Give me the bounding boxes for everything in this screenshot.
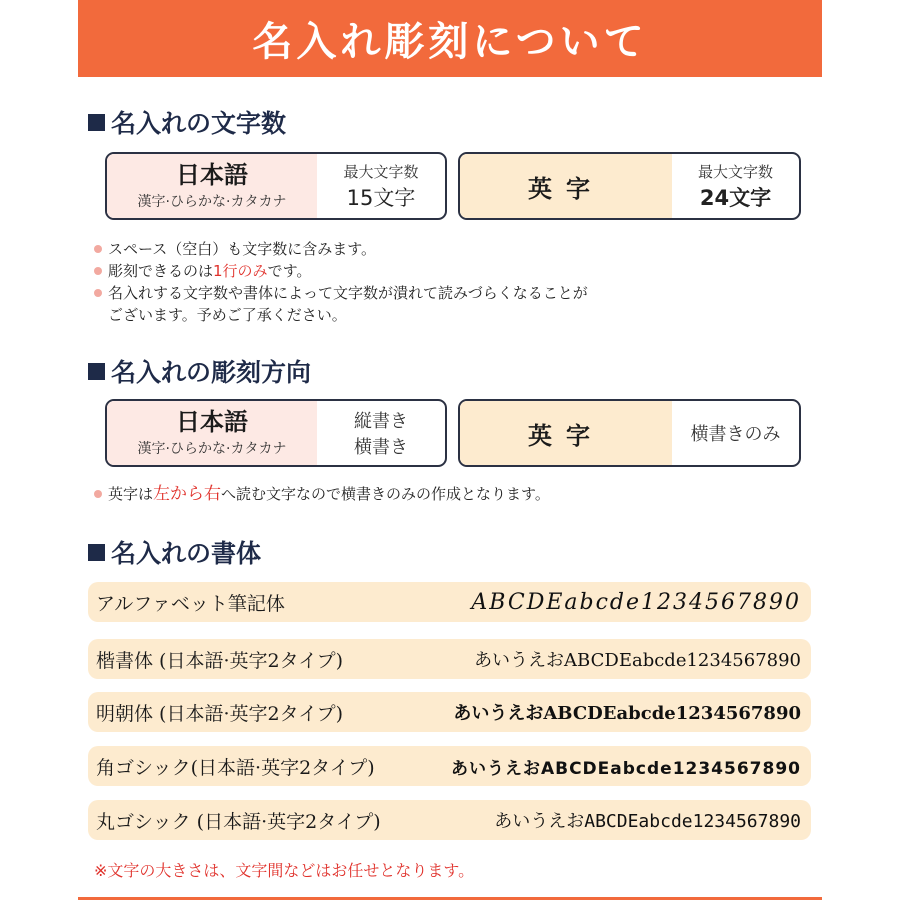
count-notes <box>94 238 588 326</box>
max-count-value: 24文字 <box>699 185 772 210</box>
horizontal-only-option: 横書きのみ <box>690 424 781 445</box>
font-sample: あいうえおABCDEabcde1234567890 <box>474 650 801 671</box>
note-highlight: 左から右 <box>153 484 222 504</box>
max-count-label: 最大文字数 <box>343 162 419 181</box>
japanese-title: 日本語 <box>176 161 248 189</box>
font-sample: あいうえおABCDEabcde1234567890 <box>494 811 801 832</box>
heading-text: 名入れの文字数 <box>111 109 287 138</box>
font-row-cursive <box>88 582 811 622</box>
note-text: 英字は <box>108 485 154 503</box>
japanese-label-box <box>107 154 317 218</box>
english-direction-box <box>672 401 799 465</box>
title-banner <box>78 0 822 77</box>
max-count-label: 最大文字数 <box>697 162 773 181</box>
note-text: です。 <box>267 262 312 280</box>
note-highlight: 1行のみ <box>213 262 268 280</box>
japanese-direction-card <box>105 399 447 467</box>
bullet-dot-icon <box>94 289 102 297</box>
note-item <box>94 282 588 304</box>
english-count-card <box>458 152 801 220</box>
japanese-count-card <box>105 152 447 220</box>
page-title: 名入れ彫刻について <box>252 18 648 65</box>
note-text: スペース（空白）も文字数に含みます。 <box>108 240 377 258</box>
font-row-kaisho <box>88 639 811 679</box>
note-item-continued: ございます。予めご了承ください。 <box>108 306 347 324</box>
font-row-maru-gothic <box>88 800 811 840</box>
english-title: 英字 <box>460 401 672 465</box>
japanese-subtitle: 漢字·ひらかな·カタカナ <box>137 194 287 210</box>
note-text: 名入れする文字数や書体によって文字数が潰れて読みづらくなることが <box>108 284 588 302</box>
square-bullet-icon <box>88 544 105 561</box>
horizontal-option: 横書き <box>354 437 408 458</box>
font-label: 丸ゴシック (日本語·英字2タイプ) <box>96 810 381 833</box>
bullet-dot-icon <box>94 490 102 498</box>
disclaimer-note: ※文字の大きさは、文字間などはお任せとなります。 <box>94 861 475 880</box>
note-text: 彫刻できるのは <box>108 262 214 280</box>
heading-text: 名入れの彫刻方向 <box>111 358 312 387</box>
japanese-title: 日本語 <box>176 408 248 436</box>
bullet-dot-icon <box>94 245 102 253</box>
english-count-value-box <box>672 154 799 218</box>
heading-text: 名入れの書体 <box>111 539 262 568</box>
section-heading-fonts <box>88 534 261 570</box>
english-title: 英字 <box>460 154 672 218</box>
section-heading-direction <box>88 353 311 389</box>
english-direction-card <box>458 399 801 467</box>
japanese-count-value-box <box>317 154 445 218</box>
font-label: 角ゴシック(日本語·英字2タイプ) <box>96 756 375 779</box>
square-bullet-icon <box>88 114 105 131</box>
square-bullet-icon <box>88 363 105 380</box>
section-heading-count <box>88 104 286 140</box>
japanese-subtitle: 漢字·ひらかな·カタカナ <box>137 441 287 457</box>
font-row-mincho <box>88 692 811 732</box>
font-label: 楷書体 (日本語·英字2タイプ) <box>96 649 344 672</box>
note-item <box>94 238 588 260</box>
bullet-dot-icon <box>94 267 102 275</box>
direction-options-box <box>317 401 445 465</box>
font-sample: ABCDEabcde1234567890 <box>471 589 801 615</box>
font-label: 明朝体 (日本語·英字2タイプ) <box>96 702 344 725</box>
vertical-option: 縦書き <box>354 411 408 432</box>
font-row-kaku-gothic <box>88 746 811 786</box>
font-sample: あいうえおABCDEabcde1234567890 <box>453 703 801 724</box>
note-item <box>94 260 588 282</box>
font-sample: あいうえおABCDEabcde1234567890 <box>450 758 801 779</box>
max-count-value: 15文字 <box>346 185 416 210</box>
direction-note <box>94 483 550 505</box>
font-label: アルファベット筆記体 <box>96 592 285 615</box>
note-text: へ読む文字なので横書きのみの作成となります。 <box>221 485 550 503</box>
japanese-label-box <box>107 401 317 465</box>
